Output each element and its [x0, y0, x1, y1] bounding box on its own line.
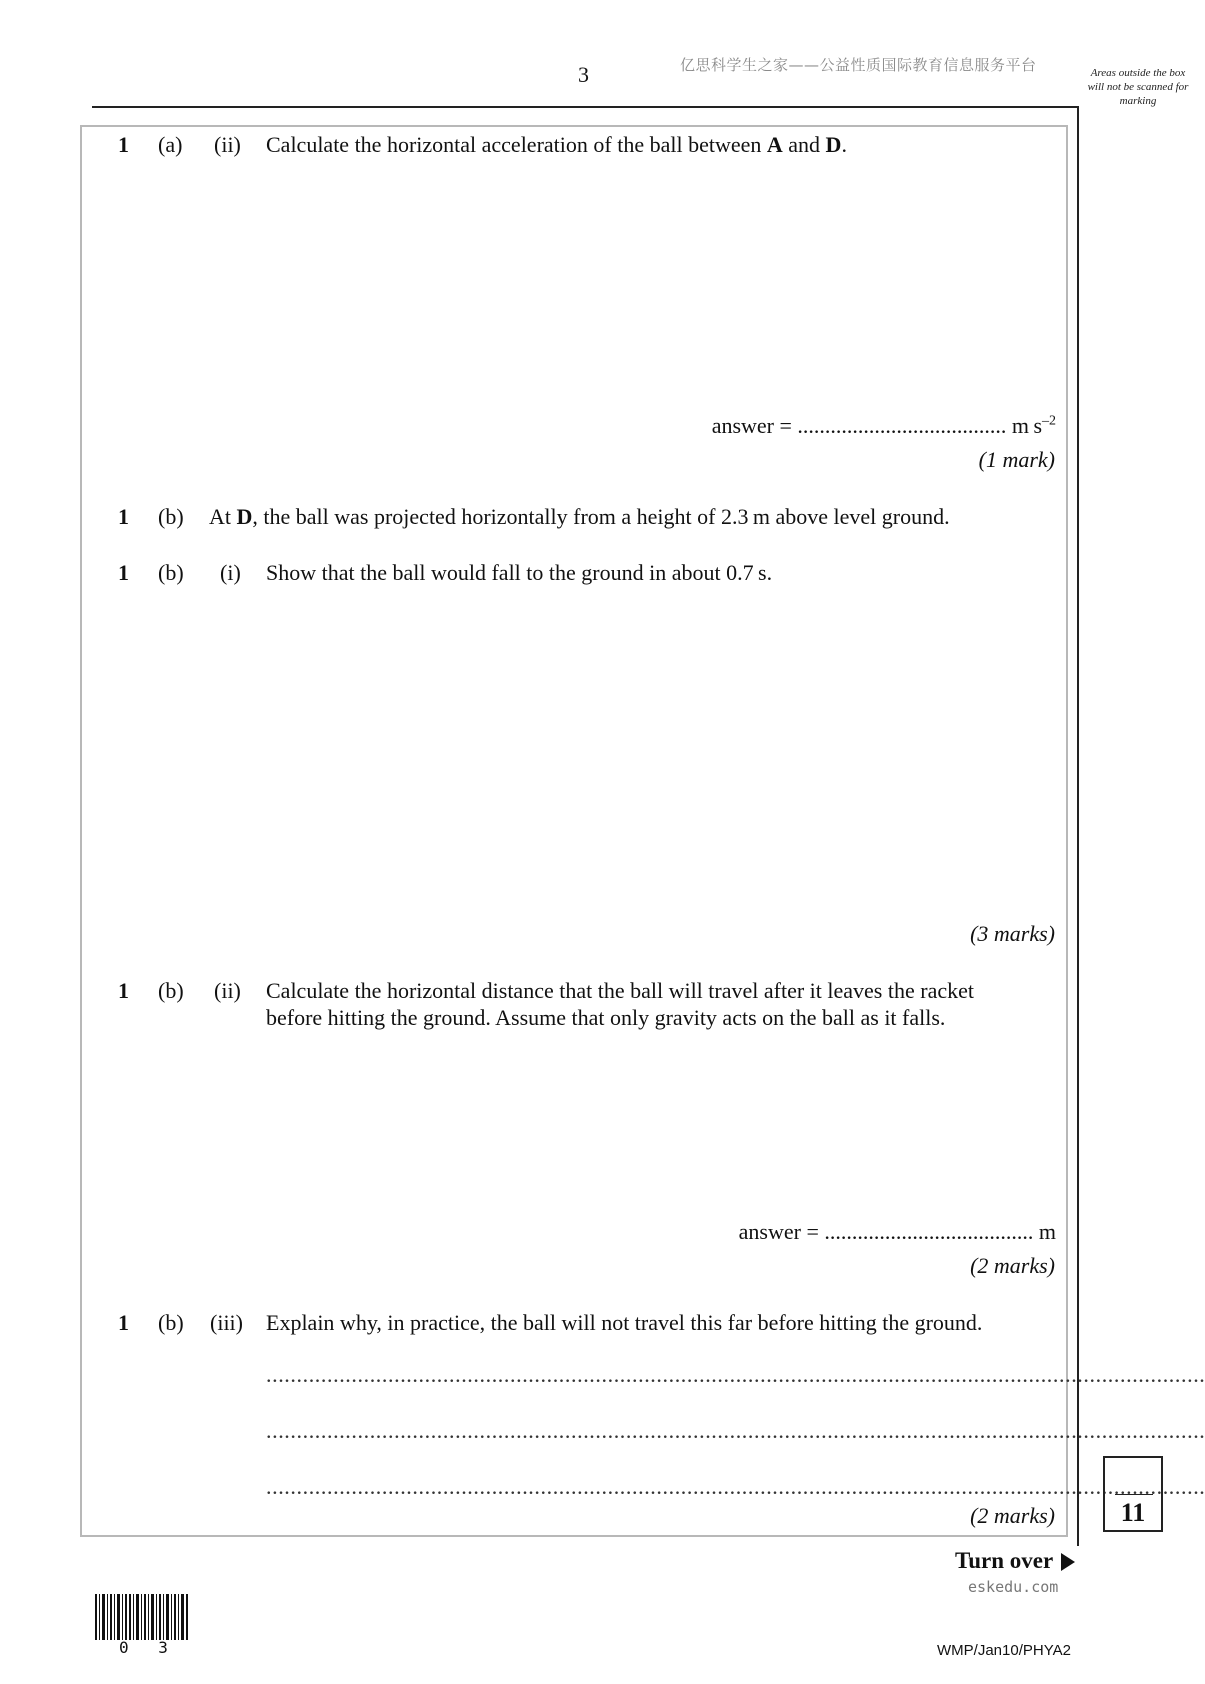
question-text: Show that the ball would fall to the ground in about 0.7 s.	[266, 560, 773, 585]
marks-b-iii: (2 marks)	[970, 1503, 1055, 1528]
question-1b-ii	[118, 977, 1038, 1037]
question-1b-i	[118, 559, 1018, 589]
marks-a-ii: (1 mark)	[978, 447, 1055, 472]
question-part: (a)	[158, 132, 183, 157]
answer-label: answer =	[738, 1219, 825, 1244]
page-code: 0 3	[119, 1638, 178, 1657]
answer-line-a-ii[interactable]	[712, 413, 1056, 439]
question-part: (b)	[158, 978, 184, 1003]
answer-dots: ......................................	[824, 1219, 1034, 1244]
marks-b-i: (3 marks)	[970, 921, 1055, 946]
watermark-text: 亿思科学生之家——公益性质国际教育信息服务平台	[680, 56, 1037, 74]
site-watermark: eskedu.com	[968, 1578, 1059, 1596]
marks-b-ii: (2 marks)	[970, 1253, 1055, 1278]
arrow-right-icon	[1061, 1553, 1075, 1571]
question-subpart: (ii)	[214, 978, 241, 1003]
question-part: (b)	[158, 560, 184, 585]
question-number: 1	[118, 132, 129, 157]
answer-label: answer =	[711, 413, 798, 438]
answer-line-2[interactable]: ..........................................................................................................................................................	[266, 1418, 1205, 1443]
question-number: 1	[118, 1310, 129, 1335]
question-part: (b)	[158, 504, 184, 529]
question-text: At D, the ball was projected horizontally from a height of 2.3 m above level ground.	[209, 504, 950, 529]
score-line	[1115, 1494, 1153, 1495]
question-number: 1	[118, 560, 129, 585]
question-1a-ii	[118, 131, 1018, 161]
question-text-line-1: Calculate the horizontal distance that the ball will travel after it leaves the racket	[266, 978, 974, 1003]
paper-reference: WMP/Jan10/PHYA2	[937, 1642, 1071, 1659]
margin-rule	[1077, 106, 1079, 1546]
question-1b-iii	[118, 1309, 1058, 1339]
top-rule	[92, 106, 1077, 108]
question-text: Explain why, in practice, the ball will not travel this far before hitting the ground.	[266, 1310, 983, 1335]
turn-over-label: Turn over	[955, 1548, 1054, 1573]
question-subpart: (iii)	[210, 1310, 243, 1335]
answer-unit-exponent: –2	[1042, 413, 1056, 429]
answer-line-b-ii[interactable]	[739, 1219, 1056, 1245]
page-score-box	[1103, 1456, 1163, 1532]
question-text: Calculate the horizontal acceleration of the ball between A and D.	[266, 132, 847, 157]
margin-note: Areas outside the box will not be scanned for marking	[1087, 67, 1189, 107]
question-subpart: (ii)	[214, 132, 241, 157]
question-number: 1	[118, 978, 129, 1003]
answer-line-1[interactable]: ..........................................................................................................................................................	[266, 1362, 1205, 1387]
answer-dots: ......................................	[797, 413, 1007, 438]
question-1b	[118, 503, 1038, 533]
barcode-icon	[95, 1594, 189, 1640]
question-number: 1	[118, 504, 129, 529]
question-subpart: (i)	[220, 560, 241, 585]
question-part: (b)	[158, 1310, 184, 1335]
score-total: 11	[1120, 1498, 1146, 1527]
page-number: 3	[578, 62, 589, 87]
answer-line-3[interactable]: ..........................................................................................................................................................	[266, 1474, 1205, 1499]
answer-unit: m s	[1011, 413, 1042, 438]
question-text-line-2: before hitting the ground. Assume that only gravity acts on the ball as it falls.	[266, 1005, 946, 1030]
answer-unit: m	[1038, 1219, 1056, 1244]
